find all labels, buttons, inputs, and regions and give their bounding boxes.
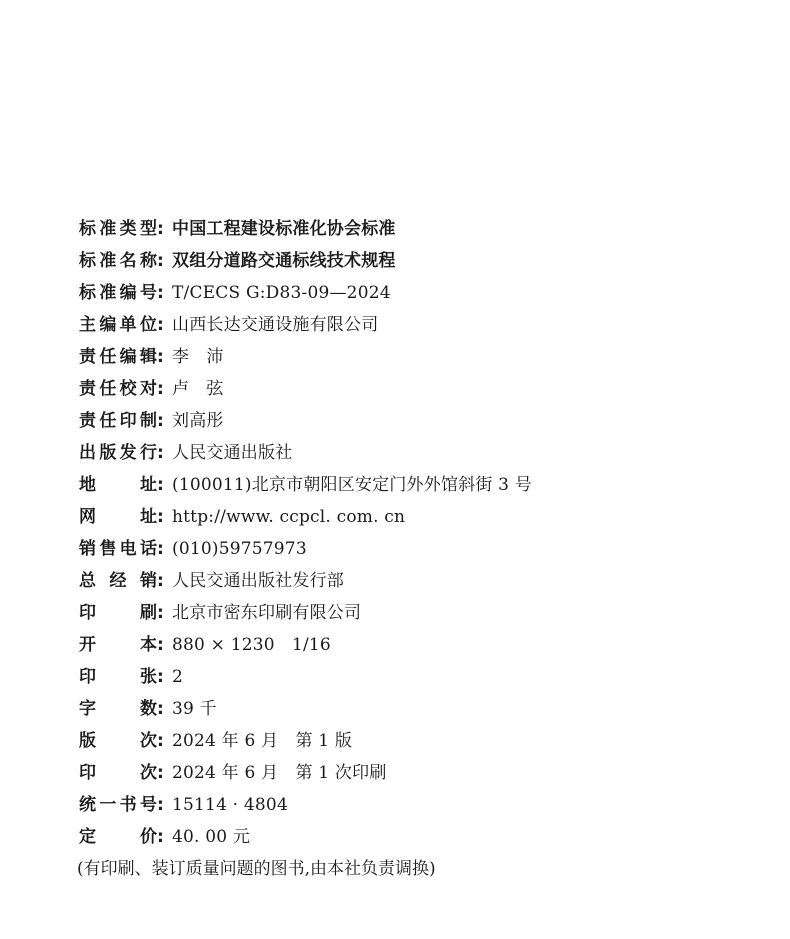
label-char: 位 bbox=[139, 315, 157, 335]
colophon-row-distributor bbox=[79, 565, 759, 597]
label-char: 书 bbox=[119, 795, 137, 815]
colophon-row-website bbox=[79, 501, 759, 533]
colophon-value: 中国工程建设标准化协会标准 bbox=[172, 219, 396, 239]
label-char: 售 bbox=[99, 539, 117, 559]
colophon-value: 人民交通出版社发行部 bbox=[172, 571, 344, 591]
label-char: 版 bbox=[79, 731, 96, 751]
label-char: 准 bbox=[99, 283, 117, 303]
label-char: 网 bbox=[79, 507, 96, 527]
colophon-value: 双组分道路交通标线技术规程 bbox=[172, 251, 396, 271]
colophon-value: 刘高彤 bbox=[172, 411, 224, 431]
label-char: 号 bbox=[139, 795, 157, 815]
colophon-colon: : bbox=[157, 379, 164, 399]
label-char: 销 bbox=[140, 571, 157, 591]
colophon-value: 李 沛 bbox=[172, 347, 224, 367]
colophon-value: (100011)北京市朝阳区安定门外外馆斜街 3 号 bbox=[172, 475, 532, 495]
colophon-row-sales-phone bbox=[79, 533, 759, 565]
label-char: 责 bbox=[79, 347, 96, 367]
colophon-label bbox=[79, 469, 157, 501]
colophon-label bbox=[79, 789, 157, 821]
label-char: 编 bbox=[119, 347, 137, 367]
label-char: 号 bbox=[139, 283, 157, 303]
colophon-value: 卢 弦 bbox=[172, 379, 224, 399]
colophon-colon: : bbox=[157, 763, 164, 783]
colophon-value: (010)59757973 bbox=[172, 539, 307, 559]
colophon-colon: : bbox=[157, 443, 164, 463]
label-char: 行 bbox=[139, 443, 157, 463]
colophon-colon: : bbox=[157, 315, 164, 335]
label-char: 称 bbox=[139, 251, 157, 271]
label-char: 校 bbox=[119, 379, 137, 399]
colophon-colon: : bbox=[157, 283, 164, 303]
colophon-value: 40. 00 元 bbox=[172, 827, 251, 847]
colophon-row-standard-name bbox=[79, 245, 759, 277]
colophon-colon: : bbox=[157, 699, 164, 719]
colophon-value: 人民交通出版社 bbox=[172, 443, 293, 463]
colophon-colon: : bbox=[157, 347, 164, 367]
label-char: 印 bbox=[79, 667, 96, 687]
colophon-colon: : bbox=[157, 571, 164, 591]
colophon-label bbox=[79, 405, 157, 437]
colophon-row-unified-book-number bbox=[79, 789, 759, 821]
colophon-label bbox=[79, 277, 157, 309]
colophon-colon: : bbox=[157, 539, 164, 559]
colophon-colon: : bbox=[157, 827, 164, 847]
colophon-colon: : bbox=[157, 795, 164, 815]
colophon bbox=[79, 213, 759, 885]
label-char: 标 bbox=[79, 283, 96, 303]
label-char: 发 bbox=[119, 443, 137, 463]
label-char: 类 bbox=[119, 219, 137, 239]
colophon-label bbox=[79, 245, 157, 277]
label-char: 任 bbox=[99, 347, 117, 367]
colophon-value: 15114 · 4804 bbox=[172, 795, 288, 815]
label-char: 址 bbox=[140, 507, 157, 527]
colophon-value: 39 千 bbox=[172, 699, 217, 719]
label-char: 刷 bbox=[140, 603, 157, 623]
colophon-label bbox=[79, 341, 157, 373]
label-char: 型 bbox=[139, 219, 157, 239]
label-char: 销 bbox=[79, 539, 96, 559]
label-char: 印 bbox=[119, 411, 137, 431]
label-char: 任 bbox=[99, 379, 117, 399]
colophon-row-price bbox=[79, 821, 759, 853]
label-char: 编 bbox=[99, 315, 117, 335]
label-char: 话 bbox=[139, 539, 157, 559]
label-char: 张 bbox=[140, 667, 157, 687]
label-char: 制 bbox=[139, 411, 157, 431]
colophon-label bbox=[79, 597, 157, 629]
colophon-row-edition bbox=[79, 725, 759, 757]
label-char: 次 bbox=[140, 763, 157, 783]
colophon-row-publisher bbox=[79, 437, 759, 469]
label-char: 单 bbox=[119, 315, 137, 335]
colophon-colon: : bbox=[157, 635, 164, 655]
colophon-row-impression bbox=[79, 757, 759, 789]
colophon-label bbox=[79, 533, 157, 565]
colophon-value: http://www. ccpcl. com. cn bbox=[172, 507, 406, 527]
label-char: 总 bbox=[79, 571, 96, 591]
colophon-colon: : bbox=[157, 731, 164, 751]
label-char: 统 bbox=[79, 795, 96, 815]
colophon-label bbox=[79, 757, 157, 789]
label-char: 本 bbox=[140, 635, 157, 655]
colophon-row-responsible-proofreader bbox=[79, 373, 759, 405]
label-char: 一 bbox=[99, 795, 117, 815]
colophon-row-word-count bbox=[79, 693, 759, 725]
label-char: 准 bbox=[99, 219, 117, 239]
label-char: 编 bbox=[119, 283, 137, 303]
colophon-label bbox=[79, 661, 157, 693]
colophon-value: 2024 年 6 月 第 1 次印刷 bbox=[172, 763, 387, 783]
colophon-colon: : bbox=[157, 507, 164, 527]
colophon-row-format bbox=[79, 629, 759, 661]
label-char: 定 bbox=[79, 827, 96, 847]
label-char: 经 bbox=[109, 571, 127, 591]
label-char: 出 bbox=[79, 443, 96, 463]
label-char: 开 bbox=[79, 635, 96, 655]
label-char: 责 bbox=[79, 411, 96, 431]
colophon-list bbox=[79, 213, 759, 853]
label-char: 标 bbox=[79, 251, 96, 271]
label-char: 任 bbox=[99, 411, 117, 431]
label-char: 址 bbox=[140, 475, 157, 495]
label-char: 责 bbox=[79, 379, 96, 399]
label-char: 辑 bbox=[139, 347, 157, 367]
label-char: 标 bbox=[79, 219, 96, 239]
colophon-value: 880 × 1230 1/16 bbox=[172, 635, 331, 655]
label-char: 名 bbox=[119, 251, 137, 271]
colophon-colon: : bbox=[157, 667, 164, 687]
colophon-row-standard-type bbox=[79, 213, 759, 245]
colophon-label bbox=[79, 437, 157, 469]
colophon-value: 2 bbox=[172, 667, 184, 687]
colophon-label bbox=[79, 373, 157, 405]
colophon-colon: : bbox=[157, 251, 164, 271]
label-char: 印 bbox=[79, 763, 96, 783]
colophon-label bbox=[79, 693, 157, 725]
colophon-label bbox=[79, 565, 157, 597]
colophon-value: 北京市密东印刷有限公司 bbox=[172, 603, 362, 623]
colophon-label bbox=[79, 821, 157, 853]
label-char: 准 bbox=[99, 251, 117, 271]
colophon-value: T/CECS G:D83-09—2024 bbox=[172, 283, 391, 303]
label-char: 地 bbox=[79, 475, 96, 495]
colophon-row-chief-editor-unit bbox=[79, 309, 759, 341]
colophon-row-address bbox=[79, 469, 759, 501]
colophon-colon: : bbox=[157, 475, 164, 495]
colophon-row-standard-number bbox=[79, 277, 759, 309]
colophon-colon: : bbox=[157, 603, 164, 623]
colophon-label bbox=[79, 309, 157, 341]
label-char: 印 bbox=[79, 603, 96, 623]
colophon-label bbox=[79, 213, 157, 245]
colophon-value: 2024 年 6 月 第 1 版 bbox=[172, 731, 353, 751]
colophon-row-responsible-printing bbox=[79, 405, 759, 437]
colophon-row-sheets bbox=[79, 661, 759, 693]
label-char: 版 bbox=[99, 443, 117, 463]
colophon-row-responsible-editor bbox=[79, 341, 759, 373]
colophon-colon: : bbox=[157, 219, 164, 239]
label-char: 对 bbox=[139, 379, 157, 399]
colophon-value: 山西长达交通设施有限公司 bbox=[172, 315, 379, 335]
label-char: 次 bbox=[140, 731, 157, 751]
label-char: 字 bbox=[79, 699, 96, 719]
colophon-label bbox=[79, 629, 157, 661]
label-char: 价 bbox=[140, 827, 157, 847]
label-char: 主 bbox=[79, 315, 96, 335]
footnote: (有印刷、装订质量问题的图书,由本社负责调换) bbox=[77, 859, 436, 879]
colophon-label bbox=[79, 501, 157, 533]
label-char: 数 bbox=[140, 699, 157, 719]
label-char: 电 bbox=[119, 539, 137, 559]
colophon-colon: : bbox=[157, 411, 164, 431]
colophon-row-printer bbox=[79, 597, 759, 629]
colophon-label bbox=[79, 725, 157, 757]
